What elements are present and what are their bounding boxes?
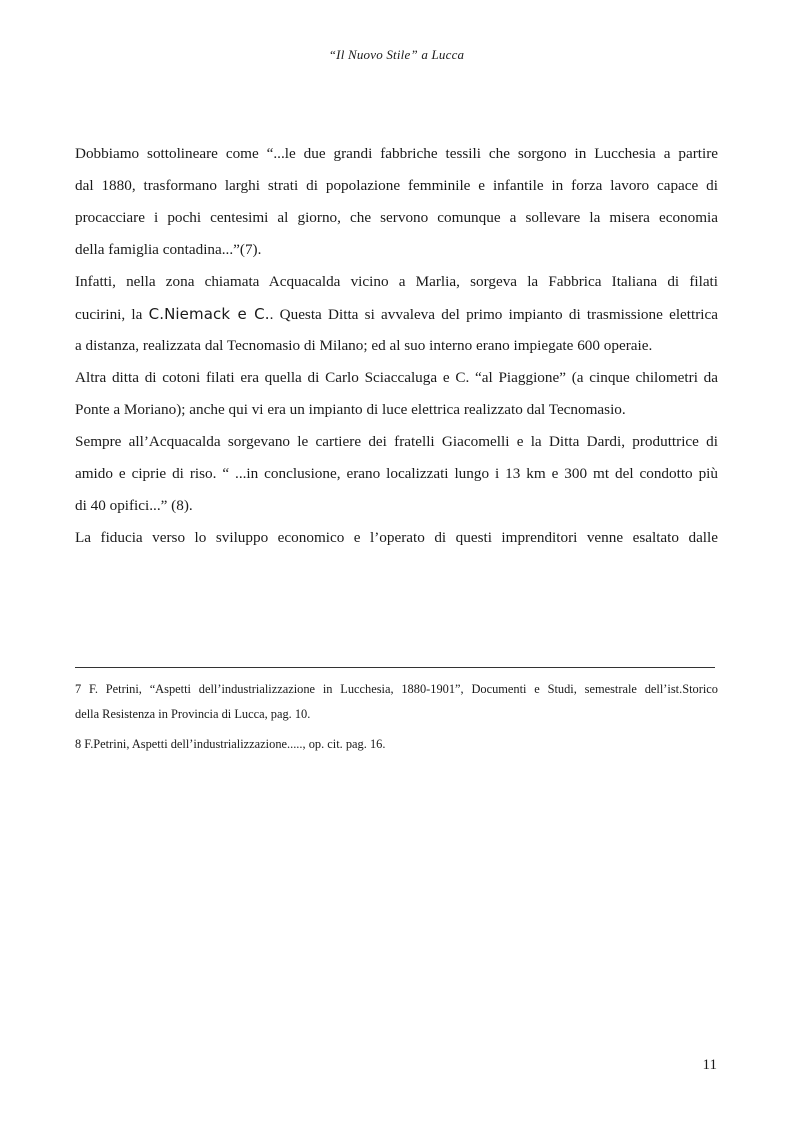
footnote-line: 7 F. Petrini, “Aspetti dell’industrializzazione in Lucchesia, 1880-1901”, Documenti e Studi, semestrale dell’ist.Storico bbox=[75, 682, 718, 696]
page-number: 11 bbox=[702, 1057, 717, 1073]
body-line: Infatti, nella zona chiamata Acquacalda vicino a Marlia, sorgeva la Fabbrica Italiana di filati bbox=[75, 273, 718, 290]
body-line: Ponte a Moriano); anche qui vi era un impianto di luce elettrica realizzato dal Tecnomasio. bbox=[75, 401, 626, 418]
footnote-divider bbox=[75, 667, 715, 668]
body-line: della famiglia contadina...”(7). bbox=[75, 241, 262, 258]
footnote-7 bbox=[75, 677, 718, 727]
body-text bbox=[75, 138, 718, 554]
company-name: C.Niemack e C. bbox=[148, 305, 270, 323]
footnotes bbox=[75, 677, 718, 757]
body-line: procacciare i pochi centesimi al giorno, che servono comunque a sollevare la misera economia bbox=[75, 209, 718, 226]
body-line-company bbox=[75, 298, 718, 330]
running-header: “Il Nuovo Stile” a Lucca bbox=[328, 47, 465, 62]
footnote-line: della Resistenza in Provincia di Lucca, pag. 10. bbox=[75, 707, 311, 721]
body-line: a distanza, realizzata dal Tecnomasio di Milano; ed al suo interno erano impiegate 600 operaie. bbox=[75, 337, 653, 354]
body-line: La fiducia verso lo sviluppo economico e l’operato di questi imprenditori venne esaltato dalle bbox=[75, 529, 718, 546]
body-line: amido e ciprie di riso. “ ...in conclusione, erano localizzati lungo i 13 km e 300 mt del condotto più bbox=[75, 465, 718, 482]
body-line-part: cucirini, la bbox=[75, 306, 149, 323]
body-line: di 40 opifici...” (8). bbox=[75, 497, 193, 514]
body-line: Altra ditta di cotoni filati era quella di Carlo Sciaccaluga e C. “al Piaggione” (a cinque chilometri da bbox=[75, 369, 718, 386]
body-line: Sempre all’Acquacalda sorgevano le cartiere dei fratelli Giacomelli e la Ditta Dardi, produttrice di bbox=[75, 433, 718, 450]
footnote-8 bbox=[75, 732, 718, 757]
body-line: Dobbiamo sottolineare come “...le due grandi fabbriche tessili che sorgono in Lucchesia a partire bbox=[75, 145, 718, 162]
body-line-part: . Questa Ditta si avvaleva del primo impianto di trasmissione elettrica bbox=[269, 306, 718, 323]
footnote-line: 8 F.Petrini, Aspetti dell’industrializzazione....., op. cit. pag. 16. bbox=[75, 737, 386, 751]
body-line: dal 1880, trasformano larghi strati di popolazione femminile e infantile in forza lavoro capace di bbox=[75, 177, 718, 194]
